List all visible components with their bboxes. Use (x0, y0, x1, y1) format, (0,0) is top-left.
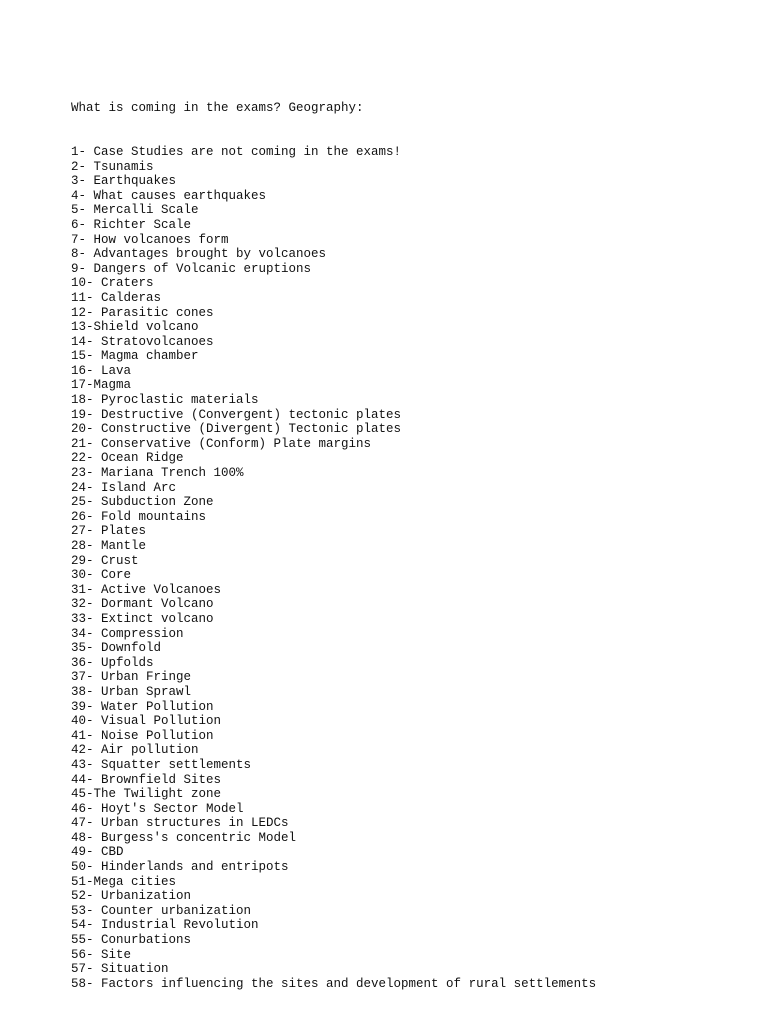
list-item: 46- Hoyt's Sector Model (71, 801, 244, 816)
list-item: 53- Counter urbanization (71, 903, 252, 918)
list-item: 32- Dormant Volcano (71, 597, 214, 612)
list-item: 25- Subduction Zone (71, 495, 214, 510)
list-item: 41- Noise Pollution (71, 728, 214, 743)
list-item: 3- Earthquakes (71, 174, 177, 189)
list-item: 39- Water Pollution (71, 699, 214, 714)
document-heading: What is coming in the exams? Geography: (71, 101, 364, 116)
document-body (71, 72, 751, 991)
list-item: 49- CBD (71, 845, 124, 860)
list-item: 54- Industrial Revolution (71, 918, 259, 933)
list-item: 10- Craters (71, 276, 154, 291)
list-item: 57- Situation (71, 962, 169, 977)
list-item: 15- Magma chamber (71, 349, 199, 364)
list-item: 50- Hinderlands and entripots (71, 860, 289, 875)
list-item: 1- Case Studies are not coming in the exams! (71, 144, 402, 159)
list-item: 33- Extinct volcano (71, 611, 214, 626)
list-item: 24- Island Arc (71, 480, 177, 495)
list-item: 22- Ocean Ridge (71, 451, 184, 466)
list-item: 36- Upfolds (71, 655, 154, 670)
list-item: 17-Magma (71, 378, 132, 393)
list-item: 4- What causes earthquakes (71, 188, 267, 203)
list-item: 29- Crust (71, 553, 139, 568)
list-item: 38- Urban Sprawl (71, 684, 192, 699)
list-item: 21- Conservative (Conform) Plate margins (71, 436, 372, 451)
list-item: 5- Mercalli Scale (71, 203, 199, 218)
list-item: 51-Mega cities (71, 874, 177, 889)
list-item: 27- Plates (71, 524, 147, 539)
list-item: 55- Conurbations (71, 933, 192, 948)
list-item: 31- Active Volcanoes (71, 582, 222, 597)
list-item: 45-The Twilight zone (71, 787, 222, 802)
list-item: 47- Urban structures in LEDCs (71, 816, 289, 831)
list-item: 20- Constructive (Divergent) Tectonic plates (71, 422, 402, 437)
list-item: 7- How volcanoes form (71, 232, 229, 247)
list-item: 52- Urbanization (71, 889, 192, 904)
list-item: 43- Squatter settlements (71, 757, 252, 772)
list-item: 35- Downfold (71, 641, 162, 656)
list-item: 26- Fold mountains (71, 509, 207, 524)
list-item: 28- Mantle (71, 539, 147, 553)
list-item: 9- Dangers of Volcanic eruptions (71, 261, 312, 276)
list-item: 40- Visual Pollution (71, 714, 222, 729)
list-item: 34- Compression (71, 626, 184, 641)
list-item: 58- Factors influencing the sites and development of rural settlements (71, 976, 597, 991)
list-item: 37- Urban Fringe (71, 670, 192, 685)
list-item: 56- Site (71, 947, 132, 962)
list-item: 11- Calderas (71, 290, 162, 305)
list-item: 30- Core (71, 568, 132, 583)
list-item: 2- Tsunamis (71, 159, 154, 174)
list-item: 23- Mariana Trench 100% (71, 466, 244, 481)
list-item: 48- Burgess's concentric Model (71, 830, 297, 845)
list-item: 14- Stratovolcanoes (71, 334, 214, 349)
list-item: 8- Advantages brought by volcanoes (71, 247, 327, 262)
list-item: 12- Parasitic cones (71, 305, 214, 320)
list-item: 6- Richter Scale (71, 217, 192, 232)
list-item: 13-Shield volcano (71, 320, 199, 335)
list-item: 19- Destructive (Convergent) tectonic plates (71, 407, 402, 422)
list-item: 16- Lava (71, 363, 132, 378)
list-item: 44- Brownfield Sites (71, 772, 222, 787)
list-item: 42- Air pollution (71, 743, 199, 758)
list-item: 18- Pyroclastic materials (71, 393, 259, 408)
